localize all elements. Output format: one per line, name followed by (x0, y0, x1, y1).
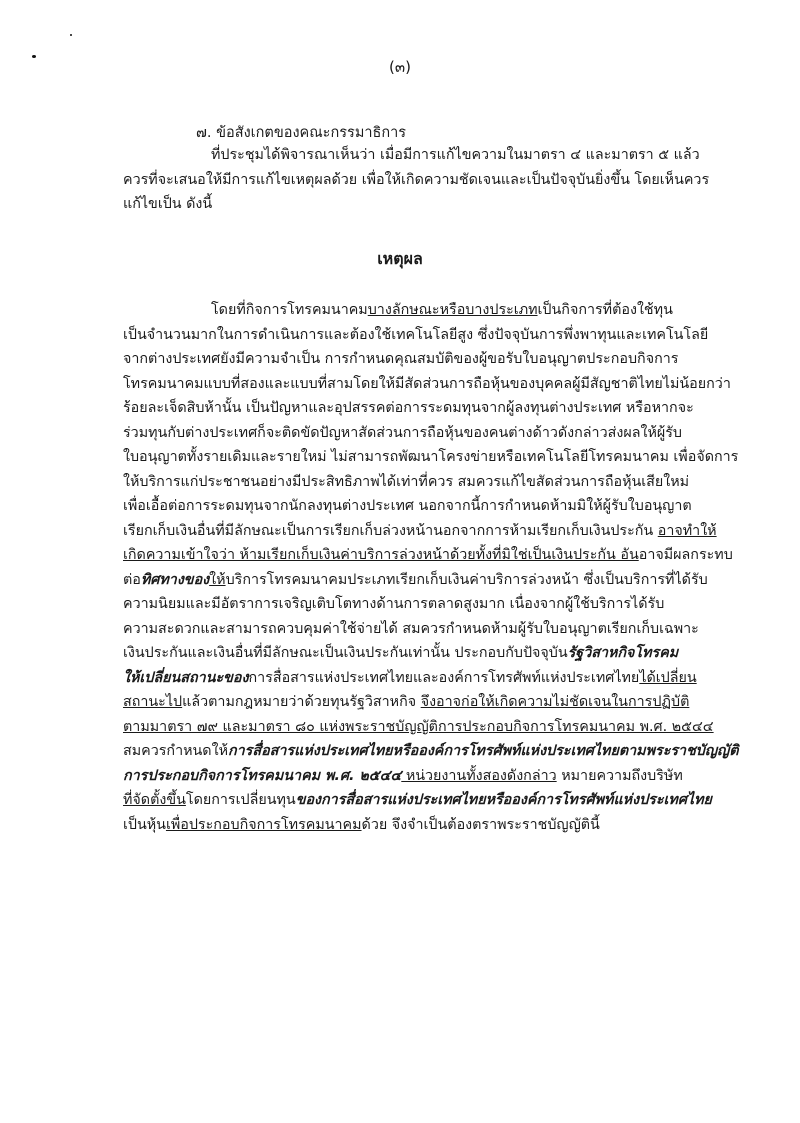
scan-speck (70, 34, 72, 36)
paragraph-line: ร้อยละเจ็ดสิบห้านั้น เป็นปัญหาและอุปสรรคต่อการระดมทุนจากผู้ลงทุนต่างประเทศ หรือหากจะ (123, 400, 694, 416)
paragraph-line: จากต่างประเทศยังมีความจำเป็น การกำหนดคุณสมบัติของผู้ขอรับใบอนุญาตประกอบกิจการ (123, 351, 679, 367)
amended-text: บางลักษณะหรือบางประเภท (367, 302, 538, 318)
text-run: เป็นกิจการที่ต้องใช้ทุน (537, 302, 673, 318)
amended-text: เพื่อประกอบกิจการโทรคมนาคม (165, 816, 362, 833)
paragraph-line: ควรที่จะเสนอให้มีการแก้ไขเหตุผลด้วย เพื่อให้เกิดความชัดเจนและเป็นปัจจุบันยิ่งขึ้น โดยเห็นควร (123, 171, 710, 188)
text-run: ต่อ (123, 571, 141, 588)
struck-text: การสื่อสารแห่งประเทศไทยหรือองค์การโทรศัพท์แห่งประเทศไทยตามพระราชบัญญัติ (228, 743, 739, 759)
paragraph-line (123, 641, 723, 666)
paragraph-line (123, 519, 723, 544)
paragraph-line: ความสะดวกและสามารถควบคุมค่าใช้จ่ายได้ สมควรกำหนดห้ามผู้รับใบอนุญาตเรียกเก็บเฉพาะ (123, 620, 699, 637)
paragraph-line: ตามมาตรา ๗๙ และมาตรา ๘๐ แห่งพระราชบัญญัติการประกอบกิจการโทรคมนาคม พ.ศ. ๒๕๔๔ (123, 718, 714, 735)
paragraph-line: โทรคมนาคมแบบที่สองและแบบที่สามโดยให้มีสัดส่วนการถือหุ้นของบุคคลผู้มีสัญชาติไทยไม่น้อยกว่า (123, 375, 731, 392)
text-run: สมควรกำหนดให้ (123, 743, 228, 759)
struck-text: รัฐวิสาหกิจโทรคม (567, 645, 679, 661)
paragraph-line (123, 813, 723, 838)
section-7-heading: ๗. ข้อสังเกตของคณะกรรมาธิการ (196, 125, 407, 141)
struck-text: ให้เปลี่ยนสถานะของ (123, 669, 249, 686)
text-run: อาจมีผลกระทบ (638, 547, 733, 563)
struck-text: การประกอบกิจการโทรคมนาคม พ.ศ. ๒๕๔๔ (123, 767, 402, 784)
amended-text: ให้ (209, 571, 226, 588)
paragraph-line (123, 543, 733, 568)
paragraph-line: ที่ประชุมได้พิจารณาเห็นว่า เมื่อมีการแก้ไขความในมาตรา ๔ และมาตรา ๕ แล้ว (211, 147, 700, 163)
text-run: เรียกเก็บเงินอื่นที่มีลักษณะเป็นการเรียกเก็บล่วงหน้านอกจากการห้ามเรียกเก็บเงินประกัน (123, 522, 658, 539)
amended-text: ได้เปลี่ยน (639, 669, 697, 686)
paragraph-line (123, 788, 723, 813)
amended-text: สถานะไป (123, 694, 183, 710)
struck-text: ของการสื่อสารแห่งประเทศไทยหรือองค์การโทรศัพท์แห่งประเทศไทย (295, 792, 712, 808)
text-run: เงินประกันและเงินอื่นที่มีลักษณะเป็นเงินประกันเท่านั้น ประกอบกับปัจจุบัน (123, 645, 568, 661)
paragraph-line (123, 690, 723, 715)
struck-text: ทิศทางของ (140, 571, 210, 588)
paragraph-line: เป็นจำนวนมากในการดำเนินการและต้องใช้เทคโนโลยีสูง ซึ่งปัจจุบันการพึ่งพาทุนและเทคโนโลยี (123, 326, 709, 343)
paragraph-line: เพื่อเอื้อต่อการระดมทุนจากนักลงทุนต่างประเทศ นอกจากนี้การกำหนดห้ามมิให้ผู้รับใบอนุญาต (123, 498, 692, 514)
text-run: โดยที่กิจการโทรคมนาคม (211, 302, 368, 318)
paragraph-line (123, 568, 723, 593)
text-run: โดยการเปลี่ยนทุน (185, 792, 296, 808)
paragraph-line (123, 298, 723, 323)
amended-text: ที่จัดตั้งขึ้น (123, 792, 186, 808)
text-run: เป็นหุ้น (123, 816, 166, 833)
amended-text: หน่วยงานทั้งสองดังกล่าว (401, 767, 557, 784)
text-run: แล้วตามกฎหมายว่าด้วยทุนรัฐวิสาหกิจ (182, 694, 421, 710)
paragraph-line: ใบอนุญาตทั้งรายเดิมและรายใหม่ ไม่สามารถพัฒนาโครงข่ายหรือเทคโนโลยีโทรคมนาคม เพื่อจัดการ (123, 449, 739, 465)
page-number: (๓) (389, 58, 411, 76)
section-7-paragraph (123, 143, 723, 217)
amended-text: เกิดความเข้าใจว่า ห้ามเรียกเก็บเงินค่าบริการล่วงหน้าด้วยทั้งที่มิใช่เป็นเงินประกัน อัน (123, 547, 639, 563)
paragraph-line: ความนิยมและมีอัตราการเจริญเติบโตทางด้านการตลาดสูงมาก เนื่องจากผู้ใช้บริการได้รับ (123, 596, 665, 612)
reason-title: เหตุผล (377, 249, 423, 268)
text-run: บริการโทรคมนาคมประเภทเรียกเก็บเงินค่าบริการล่วงหน้า ซึ่งเป็นบริการที่ได้รับ (225, 571, 708, 588)
paragraph-line: แก้ไขเป็น ดังนี้ (123, 196, 213, 212)
text-run: หมายความถึงบริษัท (556, 767, 683, 784)
amended-text: จึงอาจก่อให้เกิดความไม่ชัดเจนในการปฏิบัติ (420, 694, 690, 710)
paragraph-line: ร่วมทุนกับต่างประเทศก็จะติดขัดปัญหาสัดส่วนการถือหุ้นของคนต่างด้าวดังกล่าวส่งผลให้ผู้รับ (123, 424, 682, 441)
text-run: ด้วย จึงจำเป็นต้องตราพระราชบัญญัตินี้ (361, 816, 600, 833)
paragraph-line (123, 666, 723, 691)
paragraph-line (123, 739, 739, 764)
paragraph-line (123, 764, 723, 789)
reason-paragraph (123, 298, 739, 837)
paragraph-line: ให้บริการแก่ประชาชนอย่างมีประสิทธิภาพได้เท่าที่ควร สมควรแก้ไขสัดส่วนการถือหุ้นเสียใหม่ (123, 473, 690, 490)
amended-text: อาจทำให้ (657, 522, 717, 539)
text-run: การสื่อสารแห่งประเทศไทยและองค์การโทรศัพท์แห่งประเทศไทย (248, 669, 640, 686)
